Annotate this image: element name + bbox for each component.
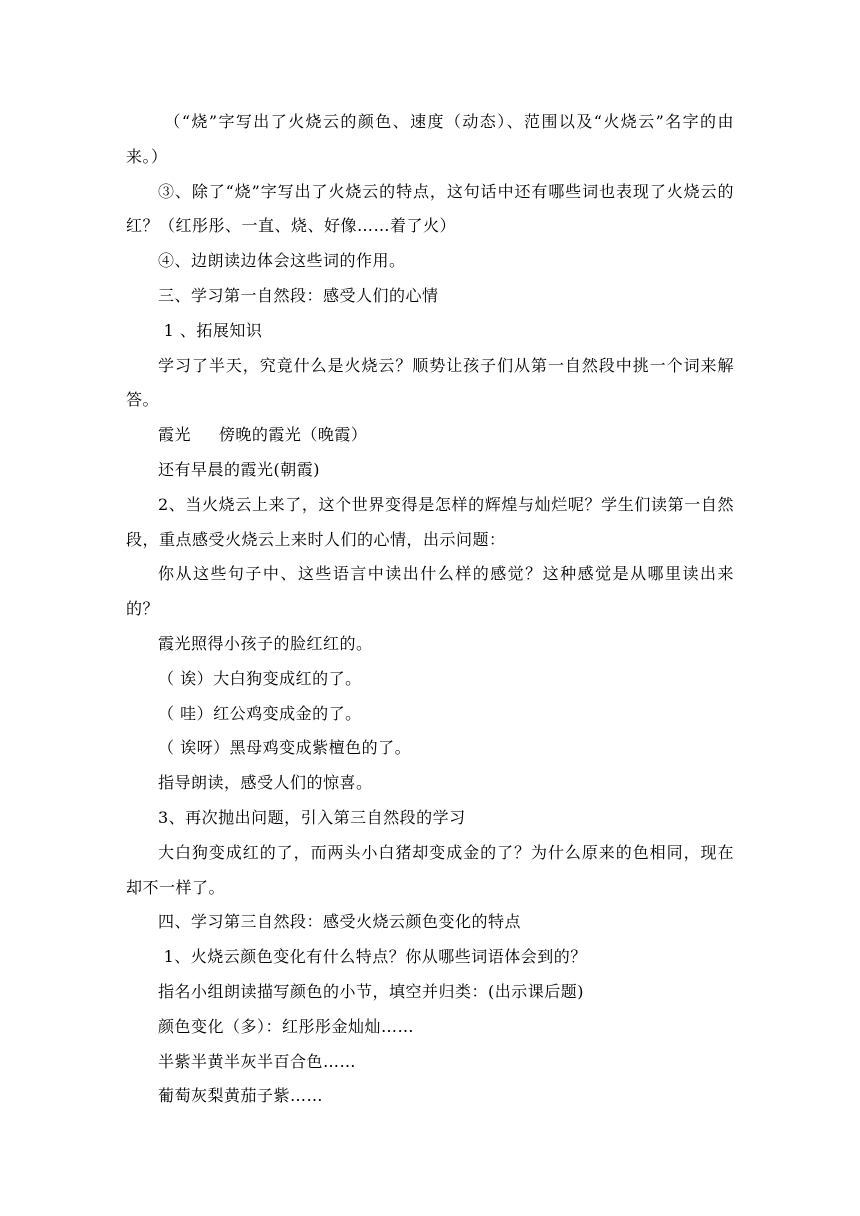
section-heading-3: 三、学习第一自然段：感受人们的心情 — [158, 285, 439, 305]
paragraph-11: 霞光照得小孩子的脸红红的。 — [158, 633, 373, 653]
paragraph-12: （ 诶）大白狗变成红的了。 — [158, 668, 362, 688]
paragraph-22: 半紫半黄半灰半百合色…… — [158, 1051, 357, 1071]
paragraph-21: 颜色变化（多）：红彤彤金灿灿…… — [158, 1016, 415, 1036]
paragraph-1: （“烧”字写出了火烧云的颜色、速度（动态）、范围以及“火烧云”名字的由来。） — [126, 112, 734, 166]
section-heading-4: 四、学习第三自然段：感受火烧云颜色变化的特点 — [158, 912, 522, 932]
paragraph-6: 学习了半天，究竟什么是火烧云？顺势让孩子们从第一自然段中挑一个词来解答。 — [126, 355, 734, 410]
paragraph-19: 1、火烧云颜色变化有什么特点？你从哪些词语体会到的？ — [158, 947, 587, 967]
paragraph-2: ③、除了“烧”字写出了火烧云的特点，这句话中还有哪些词也表现了火烧云的红？（红彤彤、一直、烧、好像……着了火） — [126, 181, 734, 236]
paragraph-10: 你从这些句子中、这些语言中读出什么样的感觉？这种感觉是从哪里读出来的？ — [126, 564, 734, 619]
paragraph-3: ④、边朗读边体会这些词的作用。 — [158, 251, 406, 271]
paragraph-23: 葡萄灰梨黄茄子紫…… — [158, 1086, 324, 1106]
paragraph-17: 大白狗变成红的了，而两头小白猪却变成金的了？为什么原来的色相同，现在却不一样了。 — [126, 842, 734, 897]
paragraph-16: 3、再次抛出问题，引入第三自然段的学习 — [158, 807, 466, 827]
paragraph-8: 还有早晨的霞光(朝霞) — [158, 459, 320, 479]
document-body — [126, 105, 734, 1114]
paragraph-7: 霞光 傍晚的霞光（晚霞） — [158, 425, 368, 445]
paragraph-5: 1 、拓展知识 — [158, 320, 263, 340]
paragraph-20: 指名小组朗读描写颜色的小节，填空并归类：(出示课后题) — [158, 981, 584, 1001]
paragraph-15: 指导朗读，感受人们的惊喜。 — [158, 773, 373, 793]
paragraph-13: （ 哇）红公鸡变成金的了。 — [158, 703, 362, 723]
paragraph-9: 2、当火烧云上来了，这个世界变得是怎样的辉煌与灿烂呢？学生们读第一自然段，重点感受火烧云上来时人们的心情，出示问题： — [126, 494, 734, 549]
paragraph-14: （ 诶呀）黑母鸡变成紫檀色的了。 — [158, 738, 412, 758]
